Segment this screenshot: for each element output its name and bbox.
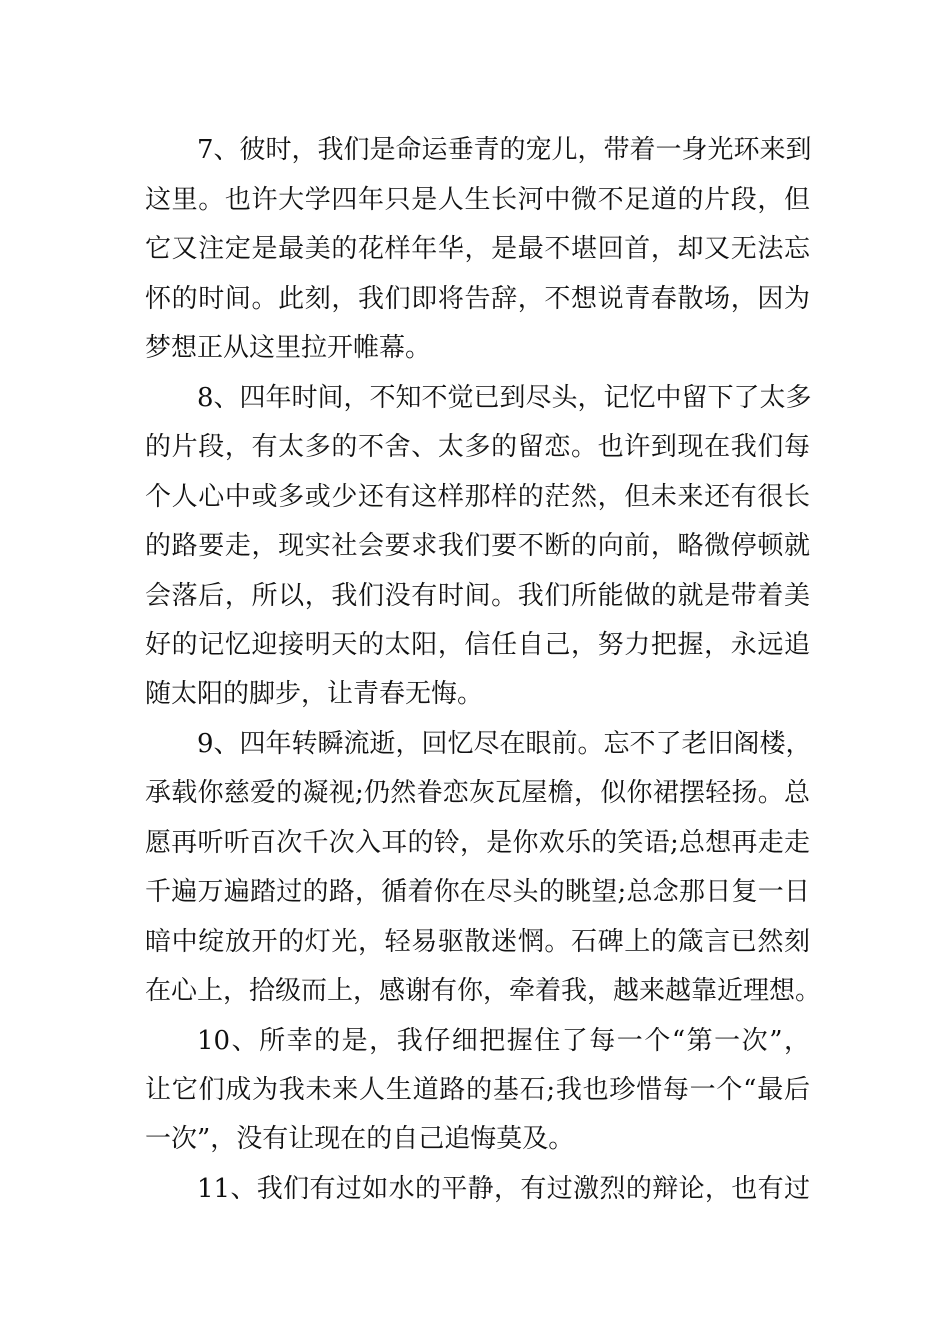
text-line: 这里。也许大学四年只是人生长河中微不足道的片段，但: [145, 185, 810, 215]
text-line: 8、四年时间，不知不觉已到尽头，记忆中留下了太多: [197, 383, 812, 413]
text-line: 11、我们有过如水的平静，有过激烈的辩论，也有过: [197, 1174, 810, 1204]
text-line: 承载你慈爱的凝视;仍然眷恋灰瓦屋檐，似你裙摆轻扬。总: [145, 778, 810, 808]
text-line: 它又注定是最美的花样年华，是最不堪回首，却又无法忘: [145, 234, 810, 264]
text-line: 7、彼时，我们是命运垂青的宠儿，带着一身光环来到: [197, 135, 812, 165]
text-line: 9、四年转瞬流逝，回忆尽在眼前。忘不了老旧阁楼，: [197, 729, 812, 759]
text-line: 梦想正从这里拉开帷幕。: [145, 333, 432, 363]
text-line: 10、所幸的是，我仔细把握住了每一个“第一次”，: [197, 1026, 810, 1056]
text-line: 的路要走，现实社会要求我们要不断的向前，略微停顿就: [145, 531, 810, 561]
text-line: 怀的时间。此刻，我们即将告辞，不想说青春散场，因为: [145, 284, 810, 314]
text-line: 随太阳的脚步，让青春无悔。: [145, 679, 484, 709]
text-line: 的片段，有太多的不舍、太多的留恋。也许到现在我们每: [145, 432, 810, 462]
text-line: 会落后，所以，我们没有时间。我们所能做的就是带着美: [145, 581, 810, 611]
text-line: 一次”，没有让现在的自己追悔莫及。: [145, 1124, 575, 1154]
text-line: 千遍万遍踏过的路，循着你在尽头的眺望;总念那日复一日: [145, 877, 810, 907]
text-line: 好的记忆迎接明天的太阳，信任自己，努力把握，永远追: [145, 630, 810, 660]
text-line: 暗中绽放开的灯光，轻易驱散迷惘。石碑上的箴言已然刻: [145, 927, 810, 957]
text-line: 愿再听听百次千次入耳的铃，是你欢乐的笑语;总想再走走: [145, 828, 810, 858]
text-line: 让它们成为我未来人生道路的基石;我也珍惜每一个“最后: [145, 1075, 810, 1105]
text-line: 在心上，拾级而上，感谢有你，牵着我，越来越靠近理想。: [145, 976, 822, 1006]
text-line: 个人心中或多或少还有这样那样的茫然，但未来还有很长: [145, 482, 810, 512]
